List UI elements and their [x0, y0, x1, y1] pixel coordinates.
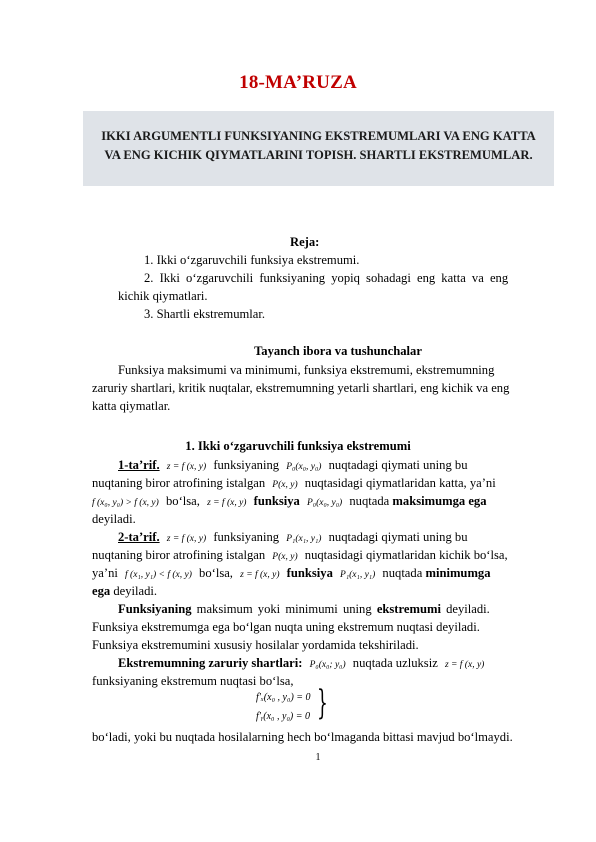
para3-line-2: Funksiya ekstremumga ega bo‘lgan nuqta uning ekstremum nuqtasi deyiladi.	[92, 620, 480, 634]
def1-text: funksiyaning	[213, 458, 280, 472]
def1-inequality: f (x₀, y₀) > f (x, y)	[92, 498, 159, 508]
def1-point: P₀(x₀, y₀)	[306, 498, 343, 508]
def2-text: ega	[92, 584, 111, 598]
def2-point: P₁(x₁, y₁)	[286, 534, 322, 544]
para4-line-3: bo‘ladi, yoki bu nuqtada hosilalarning hech bo‘lmaganda bittasi mavjud bo‘lmaydi.	[92, 730, 513, 744]
def1-label: 1-ta’rif.	[118, 458, 160, 472]
equation-fx: f′ₓ(x₀ , y₀) = 0	[256, 692, 311, 703]
keywords-line-1: Funksiya maksimumi va minimumi, funksiya ekstremumi, ekstremumning	[118, 363, 495, 377]
para4-line-1	[118, 654, 488, 674]
section-1-title: 1. Ikki o‘zgaruvchili funksiya ekstremumi	[185, 439, 411, 453]
equation-fy: f′ᵧ(x₀ , y₀) = 0	[256, 711, 311, 722]
keywords-line-3: katta qiymatlar.	[92, 399, 171, 413]
def2-text: deyiladi.	[113, 584, 158, 598]
topic-title: IKKI ARGUMENTLI FUNKSIYANING EKSTREMUMLARI VA ENG KATTA VA ENG KICHIK QIYMATLARINI TOPISH. SHARTLI EKSTREMUMLAR.	[101, 129, 536, 162]
def1-line-4: deyiladi.	[92, 512, 136, 526]
plan-item-1: 1. Ikki o‘zgaruvchili funksiya ekstremumi.	[144, 253, 360, 267]
def1-text: nuqtaning biror atrofining istalgan	[92, 476, 266, 490]
para3-line-1	[118, 600, 490, 618]
def2-text: nuqtadagi qiymati uning bu	[328, 530, 468, 544]
para3-line-3: Funksiya ekstremumini xususiy hosilalar yordamida tekshiriladi.	[92, 638, 419, 652]
def2-function: z = f (x, y)	[166, 534, 207, 544]
def2-point: P₁(x₁, y₁)	[340, 570, 376, 580]
plan-title: Reja:	[290, 235, 320, 249]
def1-function: z = f (x, y)	[166, 462, 207, 472]
def2-text: nuqtada	[382, 566, 423, 580]
lecture-title: 18-MA’RUZA	[239, 72, 357, 93]
def1-function: z = f (x, y)	[207, 498, 247, 508]
def1-point: P₀(x₀, y₀)	[286, 462, 322, 472]
def2-text: nuqtaning biror atrofining istalgan	[92, 548, 266, 562]
def1-text: nuqtasidagi qiymatlaridan katta, ya’ni	[304, 476, 496, 490]
topic-box	[83, 111, 554, 186]
def2-text: funksiyaning	[213, 530, 280, 544]
def2-text: minimumga	[425, 566, 491, 580]
keywords-line-2: zaruriy shartlari, kritik nuqtalar, ekstremumning yetarli shartlari, eng kichik va eng	[92, 381, 510, 395]
def2-text: funksiya	[286, 566, 333, 580]
def1-line-2	[92, 474, 496, 494]
def1-line-3	[92, 492, 487, 512]
def2-text: nuqtasidagi qiymatlaridan kichik bo‘lsa,	[304, 548, 508, 562]
para4-text: nuqtada uzluksiz	[352, 656, 438, 670]
def1-point: P(x, y)	[272, 480, 298, 490]
plan-item-3: 3. Shartli ekstremumlar.	[144, 307, 266, 321]
def1-text: maksimumga ega	[392, 494, 487, 508]
def1-text: bo‘lsa,	[165, 494, 200, 508]
def1-line-1	[118, 456, 468, 476]
def1-text: funksiya	[253, 494, 300, 508]
keywords-title: Tayanch ibora va tushunchalar	[254, 344, 422, 358]
para4-point: P₀(x₀; y₀)	[309, 660, 346, 670]
para3-text: Funksiyaning	[118, 602, 192, 616]
def2-label: 2-ta’rif.	[118, 530, 160, 544]
def2-function: z = f (x, y)	[240, 570, 280, 580]
def2-line-1	[118, 528, 468, 548]
page-number: 1	[315, 752, 321, 763]
def2-line-3	[92, 564, 491, 584]
system-brace: }	[317, 683, 328, 723]
def2-point: P(x, y)	[272, 552, 298, 562]
def2-line-4	[92, 582, 157, 600]
para3-text: deyiladi.	[446, 602, 490, 616]
para3-text: maksimum yoki minimumi uning	[196, 602, 372, 616]
para3-text: ekstremumi	[376, 602, 441, 616]
plan-item-2-cont: kichik qiymatlari.	[118, 289, 208, 303]
def2-inequality: f (x₁, y₁) < f (x, y)	[125, 570, 192, 580]
para4-label: Ekstremumning zaruriy shartlari:	[118, 656, 303, 670]
def2-text: bo‘lsa,	[199, 566, 233, 580]
def2-text: ya’ni	[92, 566, 118, 580]
para4-line-2: funksiyaning ekstremum nuqtasi bo‘lsa,	[92, 674, 294, 688]
plan-item-2: 2. Ikki o‘zgaruvchili funksiyaning yopiq sohadagi eng katta va eng	[144, 271, 509, 285]
para4-function: z = f (x, y)	[444, 660, 485, 670]
def2-line-2	[92, 546, 508, 566]
def1-text: nuqtada	[349, 494, 390, 508]
def1-text: nuqtadagi qiymati uning bu	[328, 458, 468, 472]
